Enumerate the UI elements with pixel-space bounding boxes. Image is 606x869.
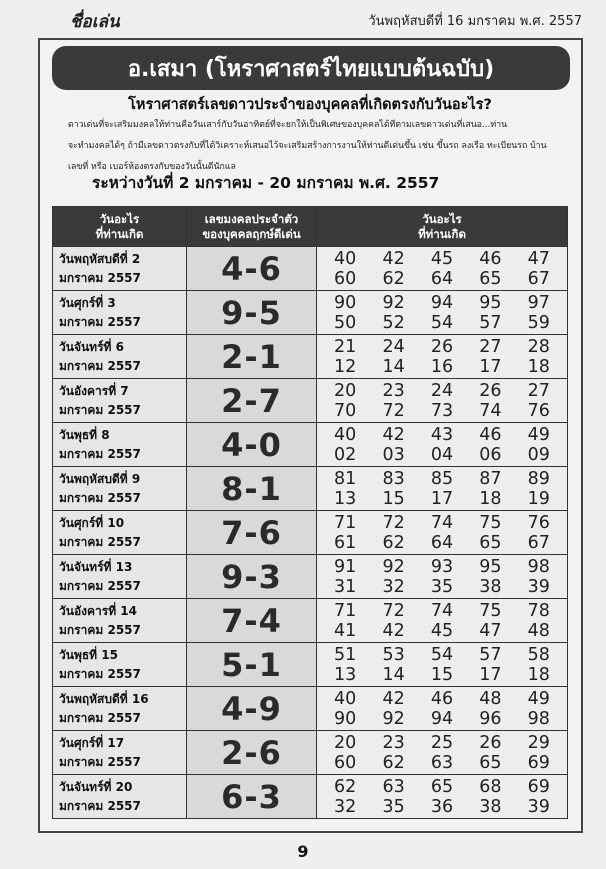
number-value: 42 — [382, 248, 405, 269]
number-value: 63 — [430, 752, 454, 773]
month-label: มกราคม 2557 — [59, 534, 141, 549]
lucky-number: 7-6 — [187, 511, 317, 555]
number-value: 65 — [479, 268, 502, 289]
number-value: 45 — [430, 620, 454, 641]
number-value: 89 — [527, 468, 550, 489]
day-cell — [53, 423, 187, 467]
table-row — [53, 247, 568, 291]
number-value: 71 — [334, 512, 357, 533]
numbers-cell — [317, 731, 568, 775]
number-row — [317, 601, 567, 621]
number-value: 75 — [479, 512, 502, 533]
number-row — [317, 557, 567, 577]
number-value: 39 — [527, 576, 550, 597]
number-value: 02 — [334, 444, 357, 465]
number-value: 71 — [334, 600, 357, 621]
number-value: 52 — [382, 312, 405, 333]
day-cell — [53, 247, 187, 291]
description-line: เลขที่ หรือ เบอร์ห้องตรงกับของวันนั้นดีนักแล — [68, 162, 236, 172]
page-header — [0, 0, 606, 34]
number-value: 45 — [430, 248, 454, 269]
number-value: 18 — [479, 488, 502, 509]
description — [68, 115, 568, 178]
number-value: 73 — [430, 400, 454, 421]
page-title: อ.เสมา (โหราศาสตร์ไทยแบบต้นฉบับ) — [52, 46, 570, 90]
number-value: 48 — [479, 688, 502, 709]
number-value: 53 — [382, 644, 405, 665]
number-value: 49 — [527, 688, 550, 709]
number-row — [317, 425, 567, 445]
number-row — [317, 445, 567, 465]
table-row — [53, 731, 568, 775]
day-label: วันศุกร์ที่ 10 — [59, 515, 125, 530]
number-value: 26 — [430, 336, 454, 357]
number-value: 91 — [334, 556, 357, 577]
number-value: 13 — [334, 664, 357, 685]
number-value: 27 — [479, 336, 502, 357]
number-value: 98 — [527, 708, 550, 729]
number-value: 64 — [430, 532, 454, 553]
number-row — [317, 313, 567, 333]
number-value: 39 — [527, 796, 550, 817]
number-value: 68 — [479, 776, 502, 797]
date-range: ระหว่างวันที่ 2 มกราคม - 20 มกราคม พ.ศ. 2557 — [92, 174, 440, 192]
number-value: 42 — [382, 688, 405, 709]
header-date: วันพฤหัสบดีที่ 16 มกราคม พ.ศ. 2557 — [368, 14, 582, 29]
numbers-cell — [317, 379, 568, 423]
number-value: 96 — [479, 708, 502, 729]
table-row — [53, 291, 568, 335]
number-value: 18 — [527, 664, 550, 685]
day-label: วันศุกร์ที่ 17 — [59, 735, 125, 750]
number-value: 90 — [334, 292, 357, 313]
number-value: 65 — [479, 532, 502, 553]
day-cell — [53, 599, 187, 643]
number-value: 61 — [334, 532, 357, 553]
number-value: 65 — [430, 776, 454, 797]
number-row — [317, 577, 567, 597]
number-value: 94 — [430, 292, 454, 313]
day-cell — [53, 731, 187, 775]
number-value: 25 — [430, 732, 454, 753]
number-value: 24 — [430, 380, 454, 401]
number-value: 62 — [382, 268, 405, 289]
lucky-number: 4-9 — [187, 687, 317, 731]
number-value: 83 — [382, 468, 405, 489]
month-label: มกราคม 2557 — [59, 490, 141, 505]
number-value: 04 — [430, 444, 454, 465]
table-row — [53, 599, 568, 643]
numbers-cell — [317, 775, 568, 819]
number-row — [317, 489, 567, 509]
day-label: วันอังคารที่ 14 — [59, 603, 138, 618]
header-numbers-line: ที่ท่านเกิด — [418, 226, 466, 241]
number-value: 14 — [382, 664, 405, 685]
number-value: 78 — [527, 600, 550, 621]
number-value: 24 — [382, 336, 405, 357]
lucky-number: 7-4 — [187, 599, 317, 643]
month-label: มกราคม 2557 — [59, 622, 141, 637]
number-value: 17 — [430, 488, 454, 509]
number-row — [317, 665, 567, 685]
number-value: 54 — [430, 312, 454, 333]
numbers-cell — [317, 467, 568, 511]
number-value: 92 — [382, 556, 405, 577]
lucky-number: 8-1 — [187, 467, 317, 511]
number-value: 74 — [430, 600, 454, 621]
number-value: 95 — [479, 292, 502, 313]
month-label: มกราคม 2557 — [59, 446, 141, 461]
number-value: 76 — [527, 512, 550, 533]
number-value: 06 — [479, 444, 502, 465]
day-label: วันพฤหัสบดีที่ 9 — [59, 471, 141, 486]
number-value: 72 — [382, 600, 405, 621]
number-value: 16 — [430, 356, 454, 377]
number-row — [317, 513, 567, 533]
number-value: 40 — [334, 248, 357, 269]
numbers-cell — [317, 599, 568, 643]
numbers-cell — [317, 247, 568, 291]
number-value: 03 — [382, 444, 405, 465]
number-value: 48 — [527, 620, 550, 641]
day-label: วันศุกร์ที่ 3 — [59, 295, 116, 310]
number-row — [317, 269, 567, 289]
number-value: 28 — [527, 336, 550, 357]
header-lucky-line: ของบุคคลฤกษ์ดีเด่น — [202, 226, 301, 241]
table-row — [53, 335, 568, 379]
number-value: 62 — [382, 532, 405, 553]
number-value: 35 — [430, 576, 454, 597]
month-label: มกราคม 2557 — [59, 666, 141, 681]
number-value: 13 — [334, 488, 357, 509]
number-row — [317, 293, 567, 313]
number-value: 26 — [479, 732, 502, 753]
number-value: 67 — [527, 268, 550, 289]
number-value: 60 — [334, 268, 357, 289]
day-label: วันพฤหัสบดีที่ 2 — [59, 251, 141, 266]
numbers-cell — [317, 335, 568, 379]
header-day — [53, 207, 187, 247]
number-value: 81 — [334, 468, 357, 489]
number-value: 21 — [334, 336, 357, 357]
number-value: 49 — [527, 424, 550, 445]
number-value: 42 — [382, 424, 405, 445]
day-cell — [53, 555, 187, 599]
number-value: 98 — [527, 556, 550, 577]
number-row — [317, 777, 567, 797]
number-value: 67 — [527, 532, 550, 553]
number-value: 90 — [334, 708, 357, 729]
number-row — [317, 337, 567, 357]
table-row — [53, 467, 568, 511]
page-number: 9 — [297, 842, 309, 861]
number-row — [317, 753, 567, 773]
number-value: 58 — [527, 644, 550, 665]
month-label: มกราคม 2557 — [59, 402, 141, 417]
number-value: 15 — [382, 488, 405, 509]
number-value: 47 — [479, 620, 502, 641]
number-value: 17 — [479, 356, 502, 377]
numbers-cell — [317, 555, 568, 599]
day-label: วันจันทร์ที่ 13 — [59, 559, 133, 574]
number-value: 38 — [479, 576, 502, 597]
number-value: 47 — [527, 248, 550, 269]
month-label: มกราคม 2557 — [59, 358, 141, 373]
day-label: วันพุธที่ 8 — [59, 427, 110, 442]
table-row — [53, 555, 568, 599]
number-value: 23 — [382, 380, 405, 401]
number-value: 72 — [382, 400, 405, 421]
day-cell — [53, 643, 187, 687]
lucky-number: 9-3 — [187, 555, 317, 599]
number-value: 74 — [479, 400, 502, 421]
day-cell — [53, 291, 187, 335]
number-value: 19 — [527, 488, 550, 509]
table-row — [53, 643, 568, 687]
number-value: 85 — [430, 468, 454, 489]
magazine-logo: ชื่อเล่น — [70, 12, 120, 32]
number-value: 95 — [479, 556, 502, 577]
number-value: 42 — [382, 620, 405, 641]
number-row — [317, 381, 567, 401]
lucky-number: 6-3 — [187, 775, 317, 819]
numbers-cell — [317, 511, 568, 555]
table-row — [53, 423, 568, 467]
number-row — [317, 357, 567, 377]
number-value: 65 — [479, 752, 502, 773]
table-header-row — [53, 207, 568, 247]
number-value: 43 — [430, 424, 454, 445]
day-cell — [53, 335, 187, 379]
number-value: 75 — [479, 600, 502, 621]
number-value: 17 — [479, 664, 502, 685]
number-value: 40 — [334, 688, 357, 709]
table-row — [53, 687, 568, 731]
number-value: 54 — [430, 644, 454, 665]
number-value: 27 — [527, 380, 550, 401]
day-cell — [53, 467, 187, 511]
number-value: 92 — [382, 708, 405, 729]
number-value: 57 — [479, 644, 502, 665]
lucky-number-table — [52, 206, 568, 819]
table-row — [53, 775, 568, 819]
description-line: จะทำมงคลได้ๆ ถ้ามีเลขดาวตรงกับที่ได้วิเคราะห์เสนอไว้จะเสริมสร้างการงานให้ท่านดีเด่นขึ้น เช่น ขึ้นรถ ลงเรือ ทะเบียนรถ บ้าน — [68, 141, 547, 151]
day-label: วันจันทร์ที่ 20 — [59, 779, 133, 794]
number-value: 62 — [334, 776, 357, 797]
number-row — [317, 733, 567, 753]
lucky-number: 2-1 — [187, 335, 317, 379]
number-value: 60 — [334, 752, 357, 773]
description-line: ดาวเด่นที่จะเสริมมงคลให้ท่านคือวันเสาร์กับวันอาทิตย์ที่จะยกให้เป็นพิเศษของบุคคลได้ทีตามเลขดาวเด่นที่เสนอ...ท่าน — [68, 120, 508, 130]
number-value: 35 — [382, 796, 405, 817]
month-label: มกราคม 2557 — [59, 798, 141, 813]
number-row — [317, 709, 567, 729]
header-numbers-line: วันอะไร — [422, 211, 462, 226]
numbers-cell — [317, 423, 568, 467]
header-lucky-line: เลขมงคลประจำตัว — [204, 211, 299, 226]
number-row — [317, 401, 567, 421]
number-value: 38 — [479, 796, 502, 817]
number-value: 94 — [430, 708, 454, 729]
number-row — [317, 469, 567, 489]
day-cell — [53, 511, 187, 555]
number-row — [317, 689, 567, 709]
number-value: 46 — [479, 424, 502, 445]
number-value: 40 — [334, 424, 357, 445]
number-row — [317, 533, 567, 553]
table-body — [53, 247, 568, 819]
number-value: 09 — [527, 444, 550, 465]
number-value: 70 — [334, 400, 357, 421]
day-label: วันจันทร์ที่ 6 — [59, 339, 124, 354]
number-value: 15 — [430, 664, 454, 685]
header-day-line: ที่ท่านเกิด — [95, 226, 144, 241]
table-row — [53, 379, 568, 423]
lucky-number: 5-1 — [187, 643, 317, 687]
number-value: 51 — [334, 644, 357, 665]
number-value: 32 — [382, 576, 405, 597]
number-value: 97 — [527, 292, 550, 313]
header-lucky — [187, 207, 317, 247]
number-value: 74 — [430, 512, 454, 533]
number-value: 69 — [527, 776, 550, 797]
day-cell — [53, 687, 187, 731]
number-row — [317, 249, 567, 269]
lucky-number: 4-6 — [187, 247, 317, 291]
month-label: มกราคม 2557 — [59, 270, 141, 285]
number-row — [317, 797, 567, 817]
table-row — [53, 511, 568, 555]
subtitle: โหราศาสตร์เลขดาวประจำของบุคคลที่เกิดตรงกับวันอะไร? — [128, 97, 492, 113]
number-value: 72 — [382, 512, 405, 533]
number-value: 93 — [430, 556, 454, 577]
number-value: 18 — [527, 356, 550, 377]
numbers-cell — [317, 643, 568, 687]
month-label: มกราคม 2557 — [59, 754, 141, 769]
month-label: มกราคม 2557 — [59, 578, 141, 593]
number-value: 32 — [334, 796, 357, 817]
number-value: 64 — [430, 268, 454, 289]
number-value: 50 — [334, 312, 357, 333]
lucky-number: 2-6 — [187, 731, 317, 775]
number-value: 12 — [334, 356, 357, 377]
number-value: 41 — [334, 620, 357, 641]
month-label: มกราคม 2557 — [59, 710, 141, 725]
header-day-line: วันอะไร — [99, 211, 140, 226]
numbers-cell — [317, 291, 568, 335]
lucky-number: 4-0 — [187, 423, 317, 467]
number-value: 20 — [334, 732, 357, 753]
lucky-number: 9-5 — [187, 291, 317, 335]
number-value: 92 — [382, 292, 405, 313]
day-cell — [53, 379, 187, 423]
number-value: 23 — [382, 732, 405, 753]
number-value: 63 — [382, 776, 405, 797]
number-value: 14 — [382, 356, 405, 377]
number-value: 87 — [479, 468, 502, 489]
number-value: 46 — [479, 248, 502, 269]
number-value: 62 — [382, 752, 405, 773]
day-cell — [53, 775, 187, 819]
number-value: 20 — [334, 380, 357, 401]
number-value: 29 — [527, 732, 550, 753]
day-label: วันพุธที่ 15 — [59, 647, 118, 662]
header-numbers — [317, 207, 568, 247]
numbers-cell — [317, 687, 568, 731]
day-label: วันอังคารที่ 7 — [59, 383, 129, 398]
number-value: 76 — [527, 400, 550, 421]
number-value: 69 — [527, 752, 550, 773]
number-value: 57 — [479, 312, 502, 333]
lucky-number: 2-7 — [187, 379, 317, 423]
day-label: วันพฤหัสบดีที่ 16 — [59, 691, 149, 706]
number-value: 59 — [527, 312, 550, 333]
number-row — [317, 621, 567, 641]
number-row — [317, 645, 567, 665]
number-value: 26 — [479, 380, 502, 401]
number-value: 46 — [430, 688, 454, 709]
month-label: มกราคม 2557 — [59, 314, 141, 329]
number-value: 31 — [334, 576, 357, 597]
number-value: 36 — [430, 796, 454, 817]
